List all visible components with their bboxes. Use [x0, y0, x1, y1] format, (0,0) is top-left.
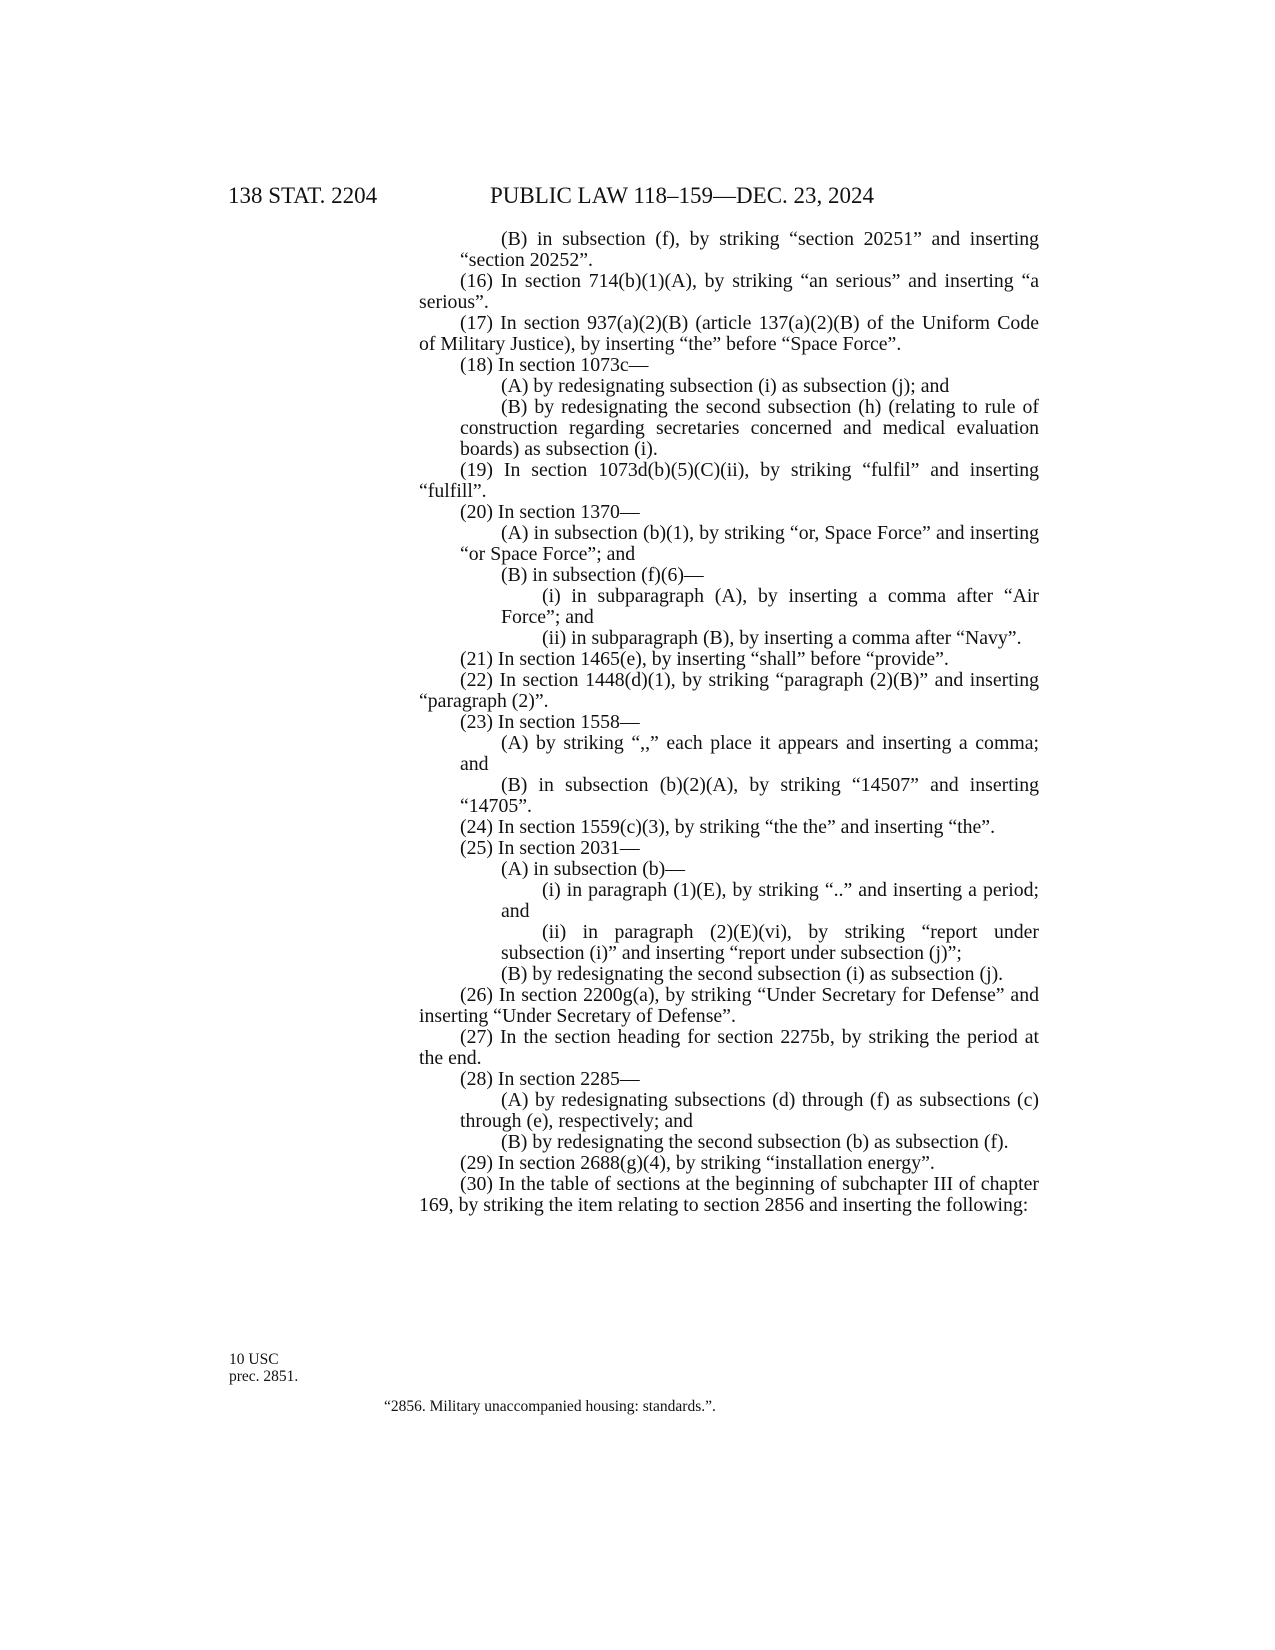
statute-paragraph: (20) In section 1370—: [460, 501, 640, 523]
statute-paragraph: (A) by redesignating subsections (d) through (f) as subsections (c) through (e), respectively; and: [460, 1089, 1039, 1132]
statute-paragraph: (27) In the section heading for section 2275b, by striking the period at the end.: [419, 1026, 1039, 1069]
statute-body: [419, 229, 1039, 1216]
statute-paragraph: (21) In section 1465(e), by inserting “shall” before “provide”.: [460, 648, 949, 670]
public-law-title: PUBLIC LAW 118–159—DEC. 23, 2024: [490, 183, 875, 208]
statute-paragraph: (i) in subparagraph (A), by inserting a comma after “Air Force”; and: [501, 585, 1039, 628]
statute-paragraph: (29) In section 2688(g)(4), by striking “installation energy”.: [460, 1152, 935, 1174]
margin-citation-line-1: 10 USC: [229, 1351, 279, 1368]
statute-paragraph: (A) in subsection (b)(1), by striking “or, Space Force” and inserting “or Space Force”; and: [460, 522, 1039, 565]
statute-paragraph: (24) In section 1559(c)(3), by striking “the the” and inserting “the”.: [460, 816, 996, 838]
statute-paragraph: (22) In section 1448(d)(1), by striking “paragraph (2)(B)” and inserting “paragraph (2)”.: [419, 669, 1039, 712]
statute-paragraph: (A) in subsection (b)—: [501, 858, 686, 880]
inserted-table-item: “2856. Military unaccompanied housing: standards.”.: [384, 1398, 716, 1415]
margin-citation: [229, 1351, 298, 1385]
statute-paragraph: (B) in subsection (b)(2)(A), by striking “14507” and inserting “14705”.: [460, 774, 1039, 817]
statute-paragraph: (16) In section 714(b)(1)(A), by striking “an serious” and inserting “a serious”.: [419, 270, 1039, 313]
statute-paragraph: (28) In section 2285—: [460, 1068, 640, 1090]
statute-paragraph: (ii) in paragraph (2)(E)(vi), by striking “report under subsection (i)” and inserting “report under subsection (j)”;: [501, 921, 1039, 964]
statute-paragraph: (A) by redesignating subsection (i) as subsection (j); and: [501, 375, 950, 397]
statute-paragraph: (30) In the table of sections at the beginning of subchapter III of chapter 169, by striking the item relating to section 2856 and inserting the following:: [419, 1173, 1039, 1216]
statute-paragraph: (B) in subsection (f)(6)—: [501, 564, 704, 586]
stat-page-number: 138 STAT. 2204: [228, 183, 378, 208]
statute-paragraph: (23) In section 1558—: [460, 711, 640, 733]
statute-paragraph: (A) by striking “,,” each place it appears and inserting a comma; and: [460, 732, 1039, 775]
statute-paragraph: (17) In section 937(a)(2)(B) (article 137(a)(2)(B) of the Uniform Code of Military Justice), by inserting “the” before “Space Force”.: [419, 312, 1039, 355]
statute-paragraph: (B) by redesignating the second subsection (b) as subsection (f).: [501, 1131, 1009, 1153]
statute-paragraph: (18) In section 1073c—: [460, 354, 649, 376]
statute-paragraph: (B) by redesignating the second subsection (i) as subsection (j).: [501, 963, 1004, 985]
statute-paragraph: (25) In section 2031—: [460, 837, 640, 859]
statute-paragraph: (B) in subsection (f), by striking “section 20251” and inserting “section 20252”.: [460, 228, 1039, 271]
statute-paragraph: (i) in paragraph (1)(E), by striking “..” and inserting a period; and: [501, 879, 1039, 922]
statute-paragraph: (19) In section 1073d(b)(5)(C)(ii), by striking “fulfil” and inserting “fulfill”.: [419, 459, 1039, 502]
statute-paragraph: (B) by redesignating the second subsection (h) (relating to rule of construction regarding secretaries concerned and medical evaluation boards) as subsection (i).: [460, 396, 1039, 460]
page-header: [228, 178, 1028, 214]
statute-paragraph: (ii) in subparagraph (B), by inserting a comma after “Navy”.: [542, 627, 1022, 649]
statute-paragraph: (26) In section 2200g(a), by striking “Under Secretary for Defense” and inserting “Under Secretary of Defense”.: [419, 984, 1039, 1027]
margin-citation-line-2: prec. 2851.: [229, 1368, 299, 1385]
